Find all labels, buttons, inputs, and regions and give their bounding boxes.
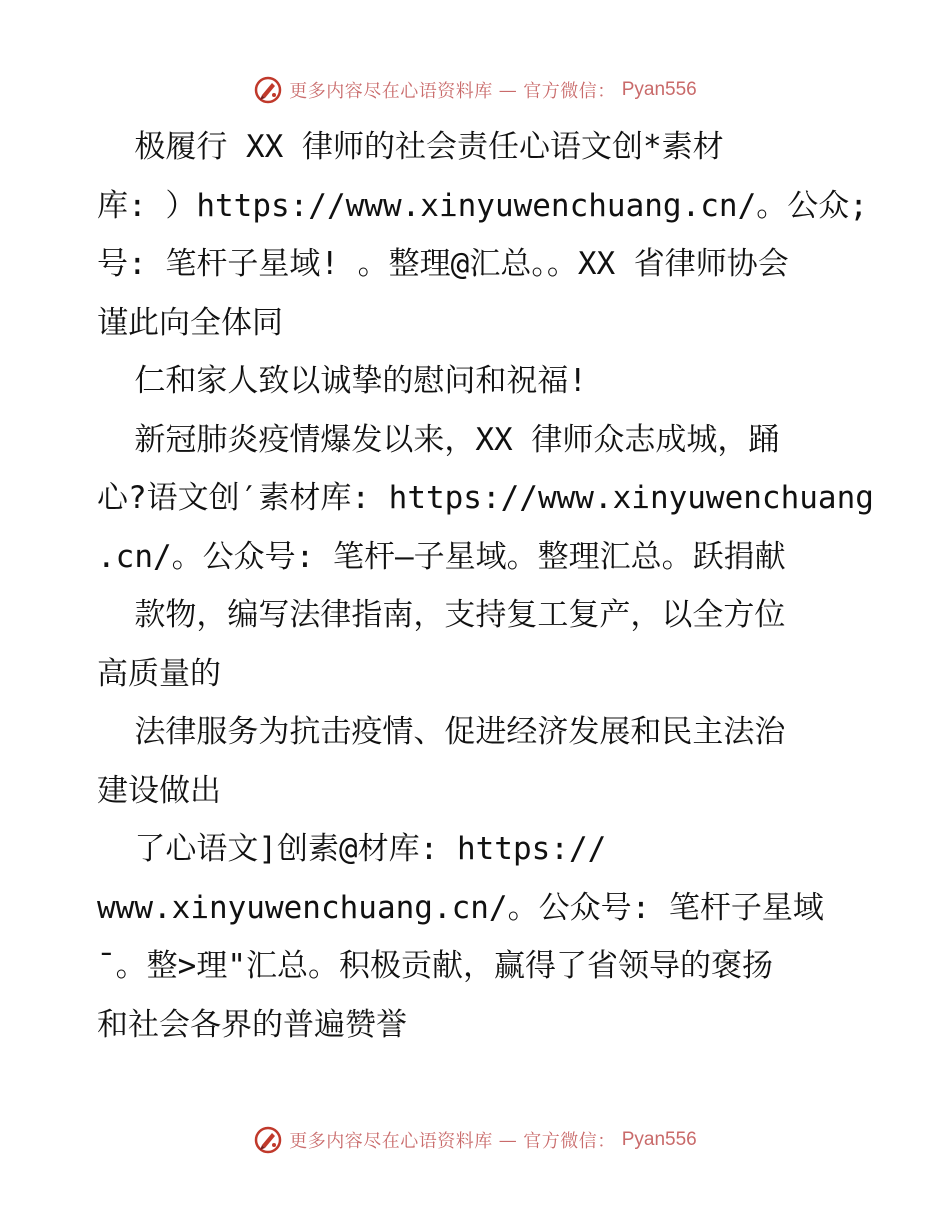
text-line: 仁和家人致以诚挚的慰问和祝福! [97,363,587,399]
text-line: ¯。整>理"汇总。积极贡献，赢得了省领导的褒扬 [97,948,773,984]
text-line: 建设做出 [97,772,221,809]
pen-logo-icon [253,75,283,105]
text-line: 心?语文创′素材库: https://www.xinyuwenchuang [97,480,874,516]
text-line: .cn/。公众号: 笔杆—子星域。整理汇总。跃捐献 [97,538,786,575]
text-line: 法律服务为抗击疫情、促进经济发展和民主法治 [97,714,786,750]
text-line: 和社会各界的普遍赞誉 [97,1006,407,1043]
pen-logo-icon [253,1125,283,1155]
footer-dash: — [498,1129,518,1151]
body-text [97,118,874,1054]
header-wechat-id: Pyan556 [621,79,697,100]
footer-banner [0,1120,950,1160]
text-line: 新冠肺炎疫情爆发以来，XX 律师众志成城，踊 [97,421,780,458]
text-line: 了心语文]创素@材库: https:// [97,831,607,867]
text-line: 库: ）https://www.xinyuwenchuang.cn/。公众; [97,187,868,224]
text-line: 谨此向全体同 [97,304,283,341]
text-line: 号: 笔杆子星域! 。整理@汇总。。XX 省律师协会 [97,246,789,282]
text-line: 高质量的 [97,655,221,692]
header-wechat-label: 官方微信： [523,81,616,102]
footer-wechat-id: Pyan556 [621,1129,697,1150]
text-line: 极履行 XX 律师的社会责任心语文创*素材 [97,129,724,165]
header-brand-text: 更多内容尽在心语资料库 [289,81,493,102]
text-line: www.xinyuwenchuang.cn/。公众号: 笔杆子星域 [97,889,824,926]
header-banner [0,70,950,110]
footer-wechat-label: 官方微信： [523,1131,616,1152]
footer-brand-text: 更多内容尽在心语资料库 [289,1131,493,1152]
header-dash: — [498,79,518,101]
text-line: 款物，编写法律指南，支持复工复产，以全方位 [97,597,786,633]
